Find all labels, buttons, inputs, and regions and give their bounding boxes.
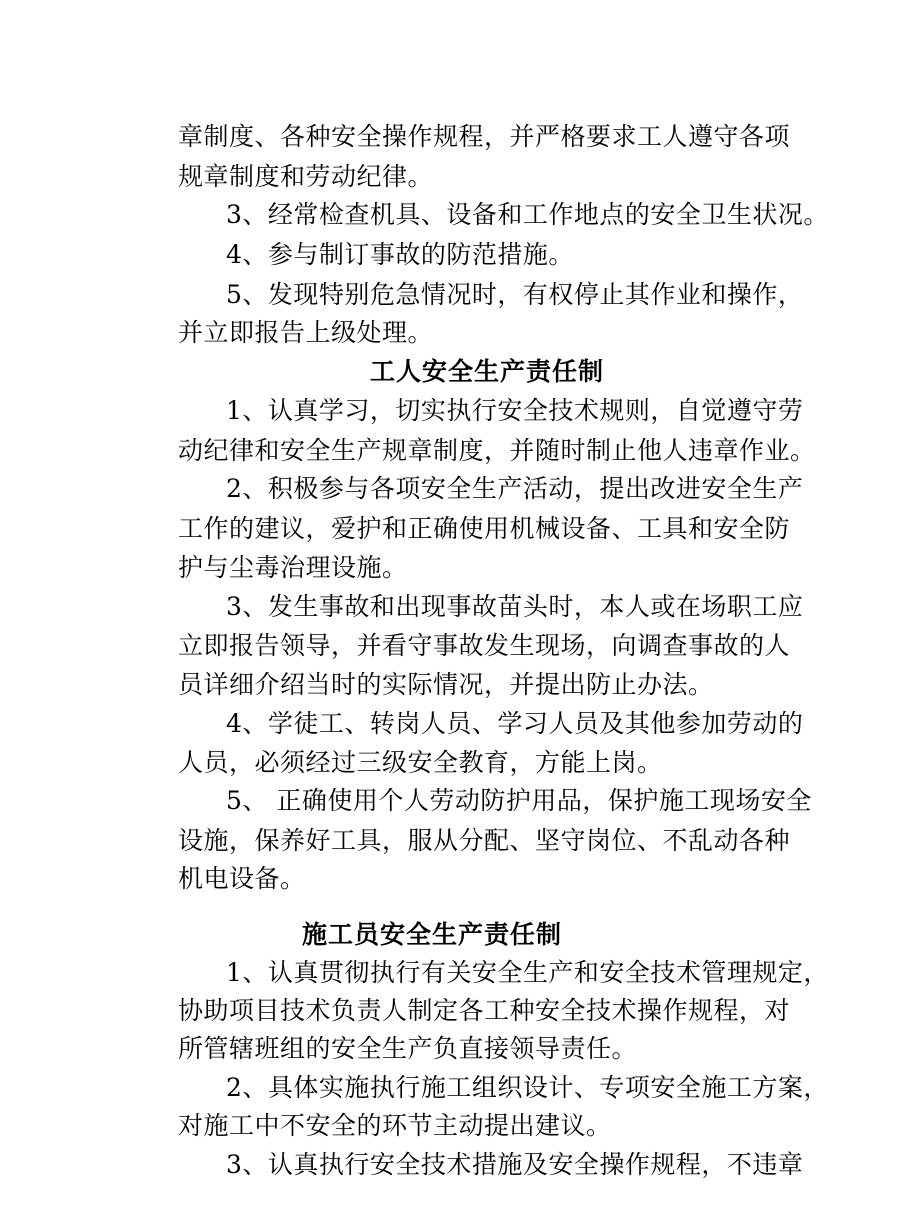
paragraph-line: 机电设备。	[178, 864, 306, 893]
paragraph-line: 3、经常检查机具、设备和工作地点的安全卫生状况。	[226, 200, 829, 229]
paragraph-line: 4、参与制订事故的防范措施。	[226, 240, 574, 269]
paragraph-line: 对施工中不安全的环节主动提出建议。	[178, 1111, 612, 1140]
paragraph-line: 3、发生事故和出现事故苗头时，本人或在场职工应	[226, 592, 804, 621]
paragraph-line: 1、认真学习，切实执行安全技术规则，自觉遵守劳	[226, 396, 804, 425]
paragraph-line: 立即报告领导，并看守事故发生现场，向调查事故的人	[178, 631, 791, 660]
paragraph-line: 设施，保养好工具，服从分配、坚守岗位、不乱动各种	[178, 826, 791, 855]
paragraph-line: 工作的建议，爱护和正确使用机械设备、工具和安全防	[178, 514, 791, 543]
paragraph-line: 2、积极参与各项安全生产活动，提出改进安全生产	[226, 474, 804, 503]
paragraph-line: 章制度、各种安全操作规程，并严格要求工人遵守各项	[178, 122, 791, 151]
paragraph-line: 规章制度和劳动纪律。	[178, 162, 434, 191]
paragraph-line: 协助项目技术负责人制定各工种安全技术操作规程，对	[178, 996, 791, 1025]
paragraph-line: 2、具体实施执行施工组织设计、专项安全施工方案，	[226, 1073, 829, 1102]
paragraph-line: 5、发现特别危急情况时，有权停止其作业和操作，	[226, 280, 804, 309]
paragraph-line: 4、学徒工、转岗人员、学习人员及其他参加劳动的	[226, 709, 804, 738]
paragraph-line: 1、认真贯彻执行有关安全生产和安全技术管理规定，	[226, 958, 829, 987]
section-title-constructor: 施工员安全生产责任制	[302, 920, 563, 949]
paragraph-line: 护与尘毒治理设施。	[178, 553, 408, 582]
section-title-worker: 工人安全生产责任制	[370, 357, 605, 386]
paragraph-line: 员详细介绍当时的实际情况，并提出防止办法。	[178, 670, 714, 699]
paragraph-line: 动纪律和安全生产规章制度，并随时制止他人违章作业。	[178, 436, 816, 465]
paragraph-line: 3、认真执行安全技术措施及安全操作规程，不违章	[226, 1150, 804, 1179]
paragraph-line: 并立即报告上级处理。	[178, 318, 434, 347]
paragraph-line: 人员，必须经过三级安全教育，方能上岗。	[178, 748, 663, 777]
paragraph-line: 所管辖班组的安全生产负直接领导责任。	[178, 1034, 638, 1063]
paragraph-line: 5、 正确使用个人劳动防护用品，保护施工现场安全	[226, 786, 812, 815]
